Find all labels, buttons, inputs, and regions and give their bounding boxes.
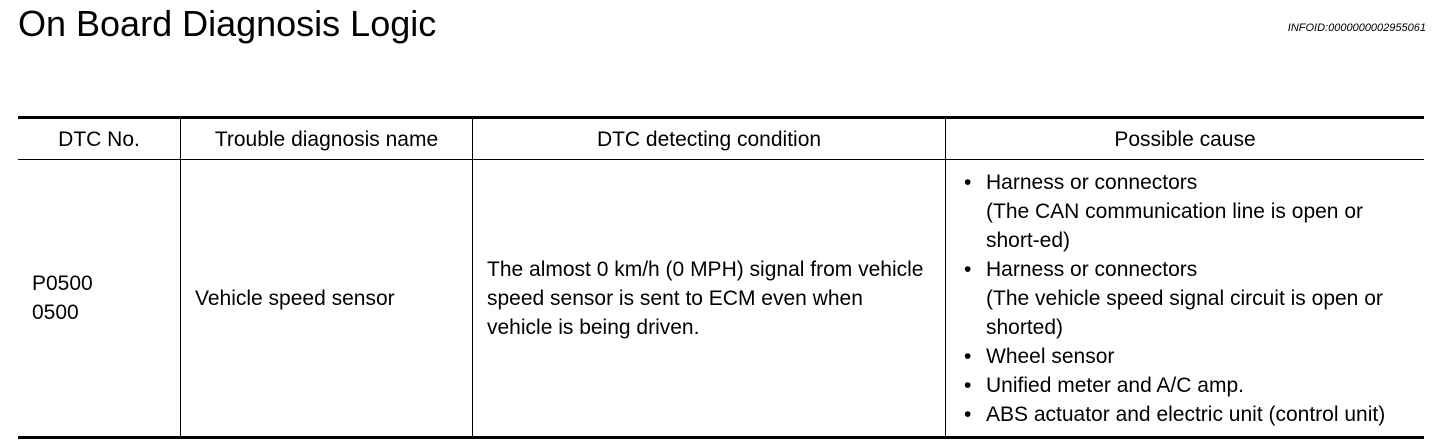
trouble-name-cell [181,160,473,438]
cause-text: Wheel sensor [986,344,1115,368]
cause-item [960,168,1410,255]
cause-detail: (The vehicle speed signal circuit is open or shorted) [986,286,1383,339]
cause-text: ABS actuator and electric unit (control unit) [986,402,1386,426]
header-trouble-diagnosis-name: Trouble diagnosis name [181,118,473,160]
bullet-icon: • [964,402,972,426]
bullet-icon: • [964,373,972,397]
cause-item [960,342,1410,371]
condition-cell [473,160,946,438]
cause-item [960,371,1410,400]
info-id: INFOID:0000000002955061 [1287,22,1426,34]
bullet-icon: • [964,344,972,368]
cause-text: Harness or connectors [986,170,1198,194]
page-title: On Board Diagnosis Logic [18,3,437,44]
header-dtc-detecting-condition: DTC detecting condition [473,118,946,160]
dtc-no-cell [18,160,181,438]
cause-text: Unified meter and A/C amp. [986,373,1244,397]
cause-item [960,400,1410,429]
detecting-condition: The almost 0 km/h (0 MPH) signal from vehicle speed sensor is sent to ECM even when vehicle is being driven. [487,257,924,339]
header-possible-cause: Possible cause [946,118,1425,160]
cause-item [960,255,1410,342]
cause-text: Harness or connectors [986,257,1198,281]
trouble-name: Vehicle speed sensor [195,286,395,310]
cause-list [960,168,1410,429]
bullet-icon: • [964,257,972,281]
dtc-code-alt: 0500 [32,301,79,324]
bullet-icon: • [964,170,972,194]
possible-cause-cell [946,160,1425,438]
table-header-row [18,118,1424,160]
cause-detail: (The CAN communication line is open or short-ed) [986,199,1363,252]
table-row [18,160,1424,438]
dtc-table [18,116,1424,439]
header-dtc-no: DTC No. [58,127,140,151]
dtc-code: P0500 [32,272,93,295]
